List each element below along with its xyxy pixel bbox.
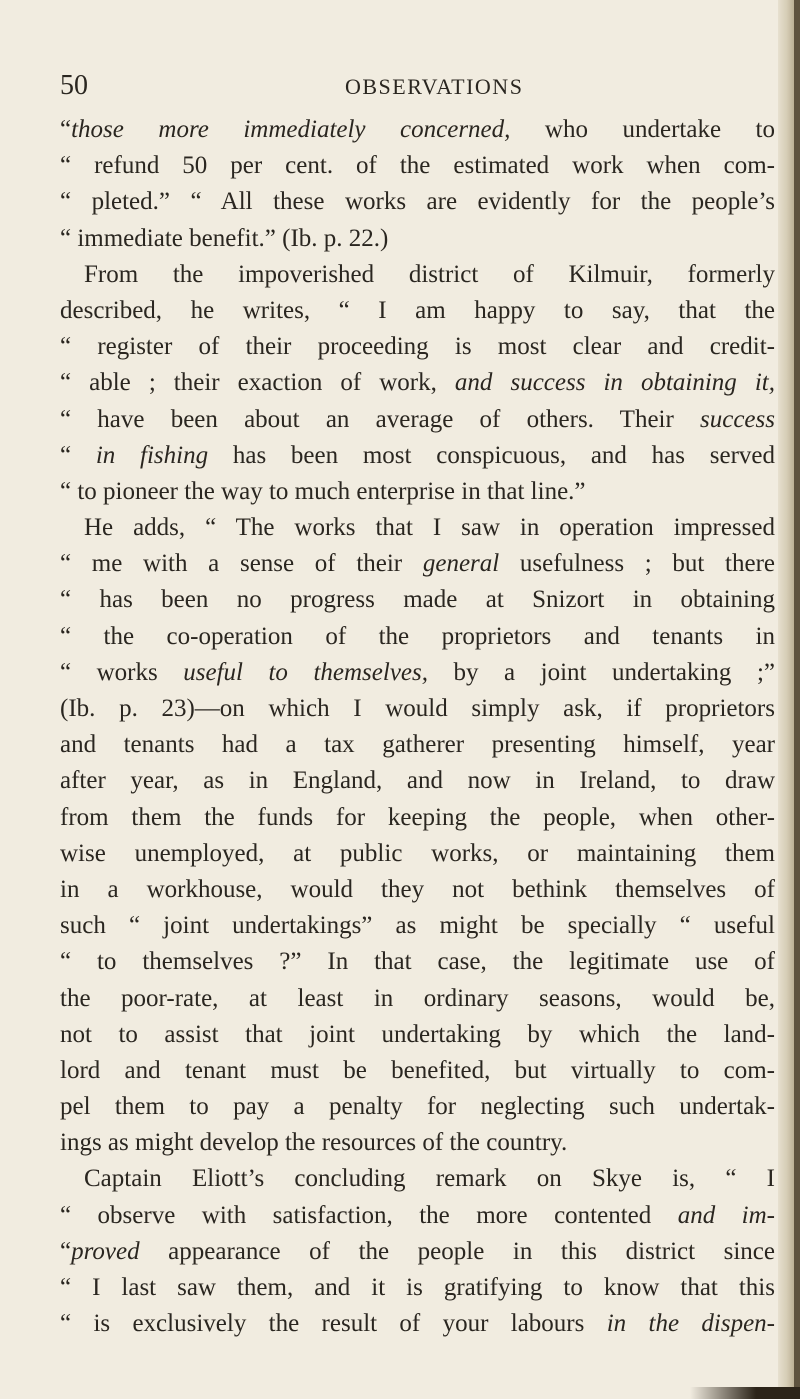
text-line bbox=[60, 727, 775, 763]
running-head: OBSERVATIONS bbox=[345, 74, 524, 99]
text-line bbox=[60, 546, 775, 582]
text-run: from them the funds for keeping the people, when other- bbox=[60, 803, 775, 831]
text-run: “ refund 50 per cent. of the estimated work when com- bbox=[60, 152, 775, 180]
page-corner-shadow bbox=[690, 1387, 800, 1399]
text-run: “ the co-operation of the proprietors and tenants in bbox=[60, 622, 775, 650]
text-run: “ has been no progress made at Snizort in obtaining bbox=[60, 586, 775, 614]
text-line bbox=[60, 655, 775, 691]
text-run: “ I last saw them, and it is gratifying to know that this bbox=[60, 1274, 775, 1301]
text-line bbox=[60, 474, 775, 510]
text-run: Captain Eliott’s concluding remark on Skye is, “ I bbox=[84, 1165, 775, 1193]
text-line bbox=[60, 872, 775, 908]
text-line bbox=[60, 148, 775, 184]
italic-run: and success in obtaining it, bbox=[454, 369, 775, 397]
text-run: (Ib. p. 23)—on which I would simply ask, if proprietors bbox=[60, 695, 775, 722]
text-run: not to assist that joint undertaking by which the land- bbox=[60, 1020, 775, 1048]
text-run: lord and tenant must be benefited, but virtually to com- bbox=[60, 1056, 775, 1084]
italic-run: in fishing bbox=[95, 441, 209, 469]
text-line bbox=[60, 402, 775, 438]
text-line bbox=[60, 763, 775, 799]
text-run: the poor-rate, at least in ordinary seasons, would be, bbox=[60, 984, 775, 1012]
italic-run: general bbox=[422, 550, 500, 578]
text-line bbox=[60, 908, 775, 944]
italic-run: and im- bbox=[677, 1201, 776, 1229]
italic-run: useful to themselves, bbox=[183, 658, 428, 686]
text-line bbox=[60, 510, 775, 546]
text-line bbox=[60, 836, 775, 872]
text-run: “ pleted.” “ All these works are evidently for the people’s bbox=[60, 188, 775, 216]
text-run: by a joint undertaking ;” bbox=[428, 658, 775, 686]
text-run: “ me with a sense of their bbox=[60, 550, 423, 578]
text-run: such “ joint undertakings” as might be specially “ useful bbox=[60, 912, 775, 940]
text-line bbox=[60, 1017, 775, 1053]
text-line bbox=[60, 981, 775, 1017]
text-line bbox=[60, 1234, 775, 1270]
text-line bbox=[60, 582, 775, 618]
text-run: “ able ; their exaction of work, bbox=[60, 369, 455, 397]
text-run: who undertake to bbox=[510, 116, 775, 143]
text-run: “ immediate benefit.” (Ib. p. 22.) bbox=[60, 224, 389, 252]
italic-run: in the dispen- bbox=[606, 1310, 775, 1338]
text-line bbox=[60, 184, 775, 220]
text-run: after year, as in England, and now in Ireland, to draw bbox=[60, 767, 775, 795]
text-line bbox=[60, 1053, 775, 1089]
text-run: “ observe with satisfaction, the more contented bbox=[60, 1201, 678, 1229]
text-line bbox=[60, 257, 775, 293]
text-line bbox=[60, 365, 775, 401]
italic-run: those more immediately concerned, bbox=[71, 116, 511, 143]
page-edge-dark bbox=[794, 0, 800, 1399]
text-line bbox=[60, 1198, 775, 1234]
text-run: “ register of their proceeding is most clear and credit- bbox=[60, 333, 775, 361]
text-line bbox=[60, 438, 775, 474]
text-run: pel them to pay a penalty for neglecting such undertak- bbox=[60, 1093, 775, 1121]
text-line bbox=[60, 1125, 775, 1161]
italic-run: success bbox=[700, 405, 775, 433]
text-run: “ to pioneer the way to much enterprise in that line.” bbox=[60, 477, 586, 505]
text-line bbox=[60, 293, 775, 329]
text-line bbox=[60, 112, 775, 148]
italic-run: proved bbox=[71, 1237, 140, 1265]
page-number: 50 bbox=[60, 70, 88, 101]
text-run: has been most conspicuous, and has served bbox=[208, 441, 775, 469]
text-run: He adds, “ The works that I saw in operation impressed bbox=[84, 514, 775, 542]
text-run: ings as might develop the resources of the country. bbox=[60, 1129, 568, 1157]
text-run: described, he writes, “ I am happy to say, that the bbox=[60, 296, 775, 324]
text-line bbox=[60, 329, 775, 365]
text-run: “ works bbox=[60, 658, 184, 686]
page-header bbox=[60, 70, 760, 100]
text-line bbox=[60, 1270, 775, 1306]
text-run: “ bbox=[60, 441, 96, 469]
text-run: and tenants had a tax gatherer presenting himself, year bbox=[60, 731, 775, 759]
text-line bbox=[60, 1161, 775, 1197]
text-run: From the impoverished district of Kilmuir, formerly bbox=[84, 260, 775, 288]
text-run: wise unemployed, at public works, or maintaining them bbox=[60, 839, 775, 867]
text-run: usefulness ; but there bbox=[499, 550, 776, 578]
text-line bbox=[60, 221, 775, 257]
body-text bbox=[60, 112, 775, 1342]
text-run: “ have been about an average of others. Their bbox=[60, 405, 701, 433]
text-run: in a workhouse, would they not bethink themselves of bbox=[60, 875, 775, 903]
text-run: “ to themselves ?” In that case, the legitimate use of bbox=[60, 948, 775, 976]
text-run: “ is exclusively the result of your labours bbox=[60, 1310, 607, 1338]
text-line bbox=[60, 1089, 775, 1125]
text-line bbox=[60, 691, 775, 727]
text-line bbox=[60, 944, 775, 980]
text-run: “ bbox=[60, 1237, 72, 1265]
text-line bbox=[60, 800, 775, 836]
text-run: appearance of the people in this district since bbox=[139, 1237, 775, 1265]
text-line bbox=[60, 619, 775, 655]
text-line bbox=[60, 1306, 775, 1342]
text-run: “ bbox=[60, 116, 72, 143]
